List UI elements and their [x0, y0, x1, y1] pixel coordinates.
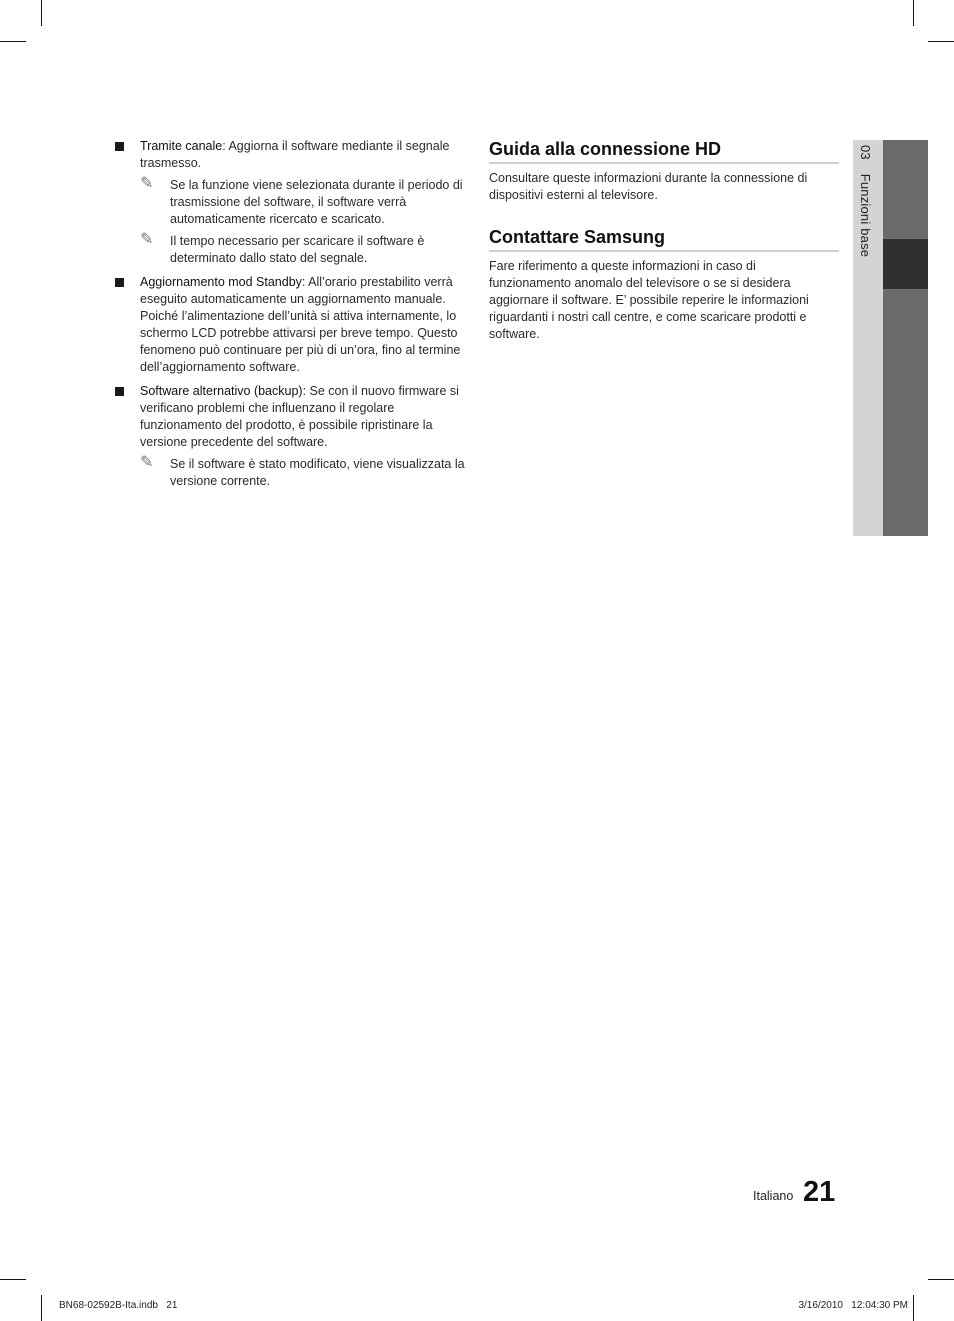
square-bullet-icon [115, 278, 124, 287]
crop-mark [913, 1295, 914, 1321]
section-title-contact-samsung: Contattare Samsung [489, 226, 839, 252]
note [140, 456, 468, 490]
chapter-tab-strip [883, 140, 928, 536]
bullet-term: Software alternativo (backup) [140, 384, 303, 398]
bullet-item [113, 138, 468, 267]
print-slug-file: BN68-02592B-Ita.indb 21 [59, 1300, 178, 1311]
chapter-number: 03 [858, 145, 873, 160]
bullet-text: : All’orario prestabilito verrà eseguito automaticamente un aggiornamento manuale. Poiché l’alimentazione dell’unità si attiva internamente, lo schermo LCD potrebbe attivarsi per breve tempo. Questo fenomeno può continuare per più di un’ora, fino al termine dell’aggiornamento software. [140, 275, 461, 374]
crop-mark [41, 0, 42, 26]
section-title-hd-guide: Guida alla connessione HD [489, 138, 839, 164]
section-body-hd-guide: Consultare queste informazioni durante la connessione di dispositivi esterni al televisore. [489, 171, 808, 202]
bullet-term: Tramite canale [140, 139, 223, 153]
pencil-note-icon: ✎ [140, 454, 154, 471]
left-column [113, 138, 468, 497]
crop-mark [0, 41, 26, 42]
crop-mark [913, 0, 914, 26]
bullet-text: : Aggiorna il software mediante il segnale trasmesso. [140, 139, 450, 170]
print-slug-datetime: 3/16/2010 12:04:30 PM [798, 1300, 908, 1311]
crop-mark [41, 1295, 42, 1321]
crop-mark [0, 1279, 26, 1280]
bullet-item [113, 383, 468, 490]
page-number: 21 [803, 1176, 836, 1208]
crop-mark [928, 41, 954, 42]
note [140, 233, 468, 267]
square-bullet-icon [115, 387, 124, 396]
pencil-note-icon: ✎ [140, 231, 154, 248]
note-text: Se il software è stato modificato, viene visualizzata la versione corrente. [170, 457, 465, 488]
pencil-note-icon: ✎ [140, 175, 154, 192]
note-text: Il tempo necessario per scaricare il software è determinato dallo stato del segnale. [170, 234, 425, 265]
right-column [489, 138, 839, 365]
chapter-title: Funzioni base [858, 173, 873, 258]
note-text: Se la funzione viene selezionata durante il periodo di trasmissione del software, il software verrà automaticamente ricercato e scaricato. [170, 178, 463, 226]
section-body-contact-samsung: Fare riferimento a queste informazioni in caso di funzionamento anomalo del televisore o se si desidera aggiornare il software. E’ possibile reperire le informazioni riguardanti i nostri call centre, e come scaricare prodotti e software. [489, 259, 809, 341]
note [140, 177, 468, 228]
square-bullet-icon [115, 142, 124, 151]
bullet-text: : Se con il nuovo firmware si verificano problemi che influenzano il regolare funzionamento del prodotto, è possibile ripristinare la versione precedente del software. [140, 384, 459, 449]
footer-language: Italiano [753, 1189, 794, 1203]
bullet-item [113, 274, 468, 376]
chapter-tab-active-marker [883, 239, 928, 289]
bullet-term: Aggiornamento mod Standby [140, 275, 302, 289]
crop-mark [928, 1279, 954, 1280]
chapter-tab-label [858, 145, 873, 257]
